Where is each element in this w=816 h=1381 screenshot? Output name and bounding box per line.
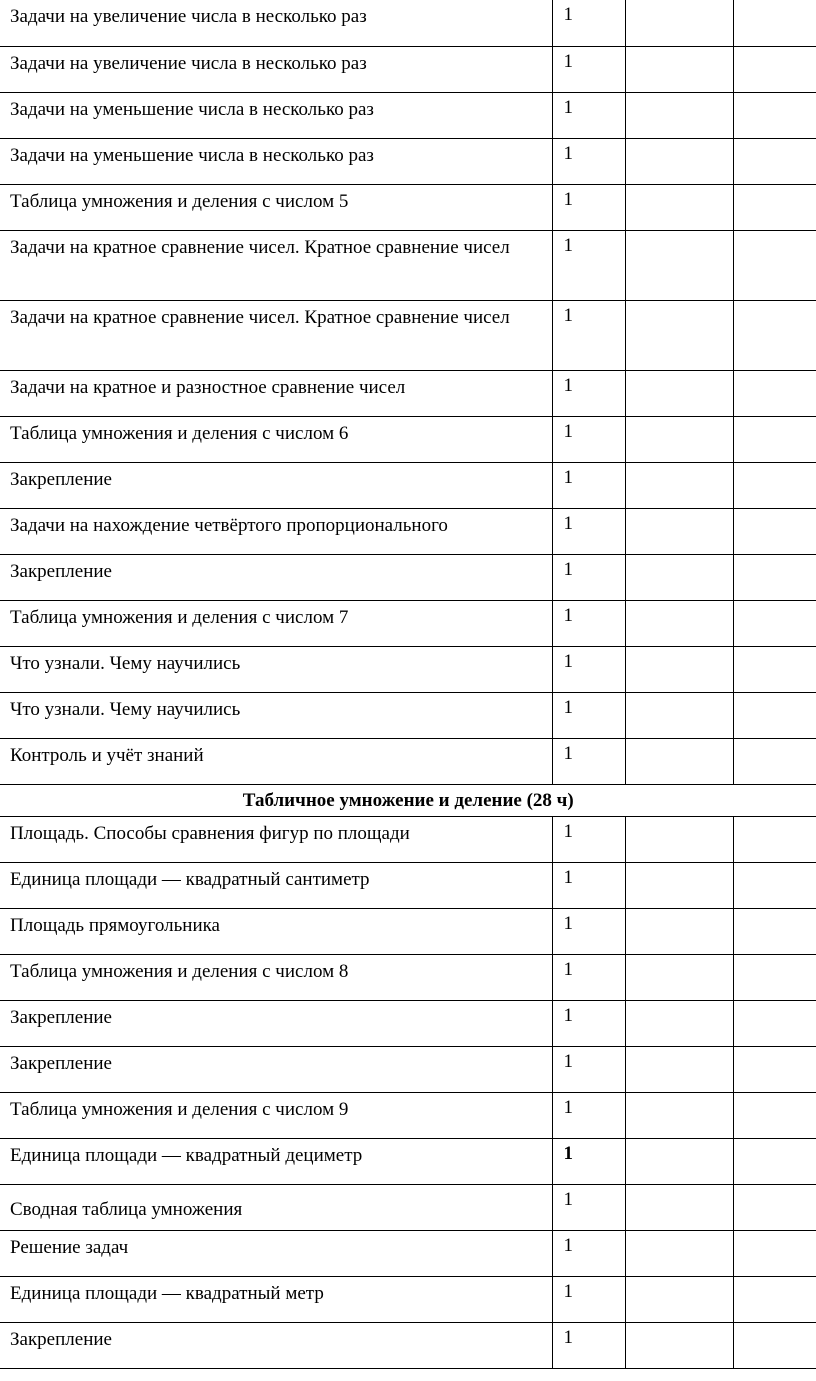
lesson-row: [0, 462, 816, 508]
lesson-hours-value: 1: [563, 96, 573, 118]
lesson-hours: [552, 138, 625, 184]
lesson-hours-value: 1: [563, 558, 573, 580]
lesson-hours: [552, 1276, 625, 1322]
lesson-hours-value: 1: [563, 1234, 573, 1256]
lesson-hours: [552, 816, 625, 862]
planned-date-cell: [625, 508, 733, 554]
lesson-topic: Что узнали. Чему научились: [0, 692, 552, 738]
lesson-topic: Закрепление: [0, 1000, 552, 1046]
lesson-hours-value: 1: [563, 4, 573, 25]
planned-date-cell: [625, 230, 733, 300]
actual-date-cell: [733, 1230, 816, 1276]
planned-date-cell: [625, 0, 733, 46]
lesson-hours: [552, 300, 625, 370]
actual-date-cell: [733, 816, 816, 862]
lesson-hours-value: 1: [563, 466, 573, 488]
lesson-topic: Решение задач: [0, 1230, 552, 1276]
lesson-topic: Задачи на кратное и разностное сравнение чисел: [0, 370, 552, 416]
lesson-topic: Закрепление: [0, 1046, 552, 1092]
lesson-topic: Закрепление: [0, 462, 552, 508]
lesson-topic: Задачи на уменьшение числа в несколько раз: [0, 92, 552, 138]
planned-date-cell: [625, 692, 733, 738]
actual-date-cell: [733, 1184, 816, 1230]
lesson-hours-value: 1: [563, 696, 573, 718]
lesson-topic: Единица площади — квадратный дециметр: [0, 1138, 552, 1184]
actual-date-cell: [733, 554, 816, 600]
lesson-topic: Задачи на кратное сравнение чисел. Кратное сравнение чисел: [0, 300, 552, 370]
lesson-topic: Закрепление: [0, 554, 552, 600]
lesson-row: [0, 908, 816, 954]
lesson-row: [0, 1092, 816, 1138]
lesson-topic: Закрепление: [0, 1322, 552, 1368]
actual-date-cell: [733, 738, 816, 784]
actual-date-cell: [733, 462, 816, 508]
lesson-row: [0, 300, 816, 370]
planned-date-cell: [625, 554, 733, 600]
planned-date-cell: [625, 300, 733, 370]
lesson-row: [0, 1046, 816, 1092]
lesson-topic: Площадь прямоугольника: [0, 908, 552, 954]
lesson-row: [0, 1230, 816, 1276]
lesson-row: [0, 138, 816, 184]
lesson-hours-value: 1: [563, 304, 573, 326]
lesson-hours-value: 1: [563, 1004, 573, 1026]
planned-date-cell: [625, 416, 733, 462]
lesson-hours: [552, 416, 625, 462]
lesson-row: [0, 46, 816, 92]
lesson-topic: Таблица умножения и деления с числом 6: [0, 416, 552, 462]
lesson-hours-value: 1: [563, 1188, 573, 1210]
lesson-topic: Таблица умножения и деления с числом 7: [0, 600, 552, 646]
planned-date-cell: [625, 370, 733, 416]
lesson-row: [0, 1322, 816, 1368]
lesson-hours: [552, 738, 625, 784]
planned-date-cell: [625, 908, 733, 954]
lesson-hours-value: 1: [563, 512, 573, 534]
lesson-hours-value: 1: [563, 142, 573, 164]
actual-date-cell: [733, 692, 816, 738]
lesson-row: [0, 738, 816, 784]
lesson-hours: [552, 508, 625, 554]
lesson-topic: Единица площади — квадратный сантиметр: [0, 862, 552, 908]
planned-date-cell: [625, 1322, 733, 1368]
lesson-topic: Задачи на увеличение числа в несколько раз: [0, 46, 552, 92]
lesson-row: [0, 92, 816, 138]
planned-date-cell: [625, 1276, 733, 1322]
planned-date-cell: [625, 646, 733, 692]
lesson-topic: Задачи на нахождение четвёртого пропорционального: [0, 508, 552, 554]
lesson-hours: [552, 92, 625, 138]
lesson-hours: [552, 692, 625, 738]
actual-date-cell: [733, 184, 816, 230]
lesson-topic: Задачи на кратное сравнение чисел. Кратное сравнение чисел: [0, 230, 552, 300]
lesson-hours: [552, 908, 625, 954]
lesson-hours-value: 1: [563, 958, 573, 980]
lesson-hours-value: 1: [563, 912, 573, 934]
lesson-row: [0, 862, 816, 908]
lesson-hours-value: 1: [563, 1050, 573, 1072]
planned-date-cell: [625, 92, 733, 138]
lesson-row: [0, 508, 816, 554]
section-title: Табличное умножение и деление (28 ч): [0, 784, 816, 816]
lesson-row: [0, 600, 816, 646]
lesson-topic: Сводная таблица умножения: [0, 1184, 552, 1230]
planned-date-cell: [625, 738, 733, 784]
lesson-row: [0, 1138, 816, 1184]
lesson-hours: [552, 0, 625, 46]
planned-date-cell: [625, 138, 733, 184]
actual-date-cell: [733, 954, 816, 1000]
lesson-hours: [552, 600, 625, 646]
lesson-hours: [552, 554, 625, 600]
actual-date-cell: [733, 0, 816, 46]
lesson-row: [0, 416, 816, 462]
lesson-row: [0, 1276, 816, 1322]
lesson-topic: Контроль и учёт знаний: [0, 738, 552, 784]
lesson-hours: [552, 1138, 625, 1184]
lesson-hours-value: 1: [563, 820, 573, 842]
lesson-hours-value: 1: [563, 604, 573, 626]
planned-date-cell: [625, 46, 733, 92]
lesson-hours: [552, 230, 625, 300]
section-header-row: [0, 784, 816, 816]
actual-date-cell: [733, 1322, 816, 1368]
actual-date-cell: [733, 1046, 816, 1092]
planned-date-cell: [625, 184, 733, 230]
planned-date-cell: [625, 816, 733, 862]
planned-date-cell: [625, 1046, 733, 1092]
planned-date-cell: [625, 1000, 733, 1046]
lesson-hours: [552, 46, 625, 92]
lesson-topic: Площадь. Способы сравнения фигур по площади: [0, 816, 552, 862]
lesson-row: [0, 184, 816, 230]
lesson-hours: [552, 1092, 625, 1138]
lesson-topic: Таблица умножения и деления с числом 8: [0, 954, 552, 1000]
actual-date-cell: [733, 46, 816, 92]
actual-date-cell: [733, 230, 816, 300]
lesson-row: [0, 816, 816, 862]
planned-date-cell: [625, 954, 733, 1000]
lesson-hours-value: 1: [563, 420, 573, 442]
lesson-topic: Таблица умножения и деления с числом 5: [0, 184, 552, 230]
lesson-hours-value: 1: [563, 1326, 573, 1348]
lesson-hours: [552, 370, 625, 416]
planned-date-cell: [625, 1230, 733, 1276]
actual-date-cell: [733, 862, 816, 908]
lesson-hours: [552, 462, 625, 508]
lesson-hours: [552, 954, 625, 1000]
lesson-topic: Задачи на увеличение числа в несколько раз: [0, 0, 552, 46]
lesson-row: [0, 1184, 816, 1230]
lesson-hours-value: 1: [563, 1096, 573, 1118]
lesson-hours: [552, 862, 625, 908]
lesson-hours-value: 1: [563, 650, 573, 672]
lesson-hours-value: 1: [563, 188, 573, 210]
lesson-topic: Таблица умножения и деления с числом 9: [0, 1092, 552, 1138]
planned-date-cell: [625, 462, 733, 508]
lesson-row: [0, 554, 816, 600]
lesson-hours-value: 1: [563, 374, 573, 396]
lesson-hours-value: 1: [563, 1142, 573, 1164]
actual-date-cell: [733, 370, 816, 416]
lesson-topic: Единица площади — квадратный метр: [0, 1276, 552, 1322]
actual-date-cell: [733, 1138, 816, 1184]
lesson-hours: [552, 1230, 625, 1276]
actual-date-cell: [733, 1000, 816, 1046]
actual-date-cell: [733, 1276, 816, 1322]
planned-date-cell: [625, 1184, 733, 1230]
actual-date-cell: [733, 508, 816, 554]
lesson-topic: Что узнали. Чему научились: [0, 646, 552, 692]
lesson-hours: [552, 184, 625, 230]
lesson-row: [0, 230, 816, 300]
lesson-hours: [552, 646, 625, 692]
actual-date-cell: [733, 416, 816, 462]
lesson-hours-value: 1: [563, 234, 573, 256]
lesson-hours-value: 1: [563, 866, 573, 888]
lesson-hours-value: 1: [563, 1280, 573, 1302]
planned-date-cell: [625, 1138, 733, 1184]
lesson-hours: [552, 1046, 625, 1092]
lesson-hours: [552, 1000, 625, 1046]
actual-date-cell: [733, 908, 816, 954]
lesson-row: [0, 646, 816, 692]
lesson-hours: [552, 1322, 625, 1368]
lesson-row: [0, 370, 816, 416]
actual-date-cell: [733, 138, 816, 184]
planned-date-cell: [625, 862, 733, 908]
actual-date-cell: [733, 646, 816, 692]
lesson-row: [0, 954, 816, 1000]
lesson-row: [0, 0, 816, 46]
lesson-row: [0, 692, 816, 738]
lesson-hours-value: 1: [563, 742, 573, 764]
actual-date-cell: [733, 300, 816, 370]
lesson-topic: Задачи на уменьшение числа в несколько раз: [0, 138, 552, 184]
lesson-hours: [552, 1184, 625, 1230]
actual-date-cell: [733, 600, 816, 646]
lesson-hours-value: 1: [563, 50, 573, 72]
lesson-row: [0, 1000, 816, 1046]
actual-date-cell: [733, 92, 816, 138]
planned-date-cell: [625, 1092, 733, 1138]
actual-date-cell: [733, 1092, 816, 1138]
planned-date-cell: [625, 600, 733, 646]
